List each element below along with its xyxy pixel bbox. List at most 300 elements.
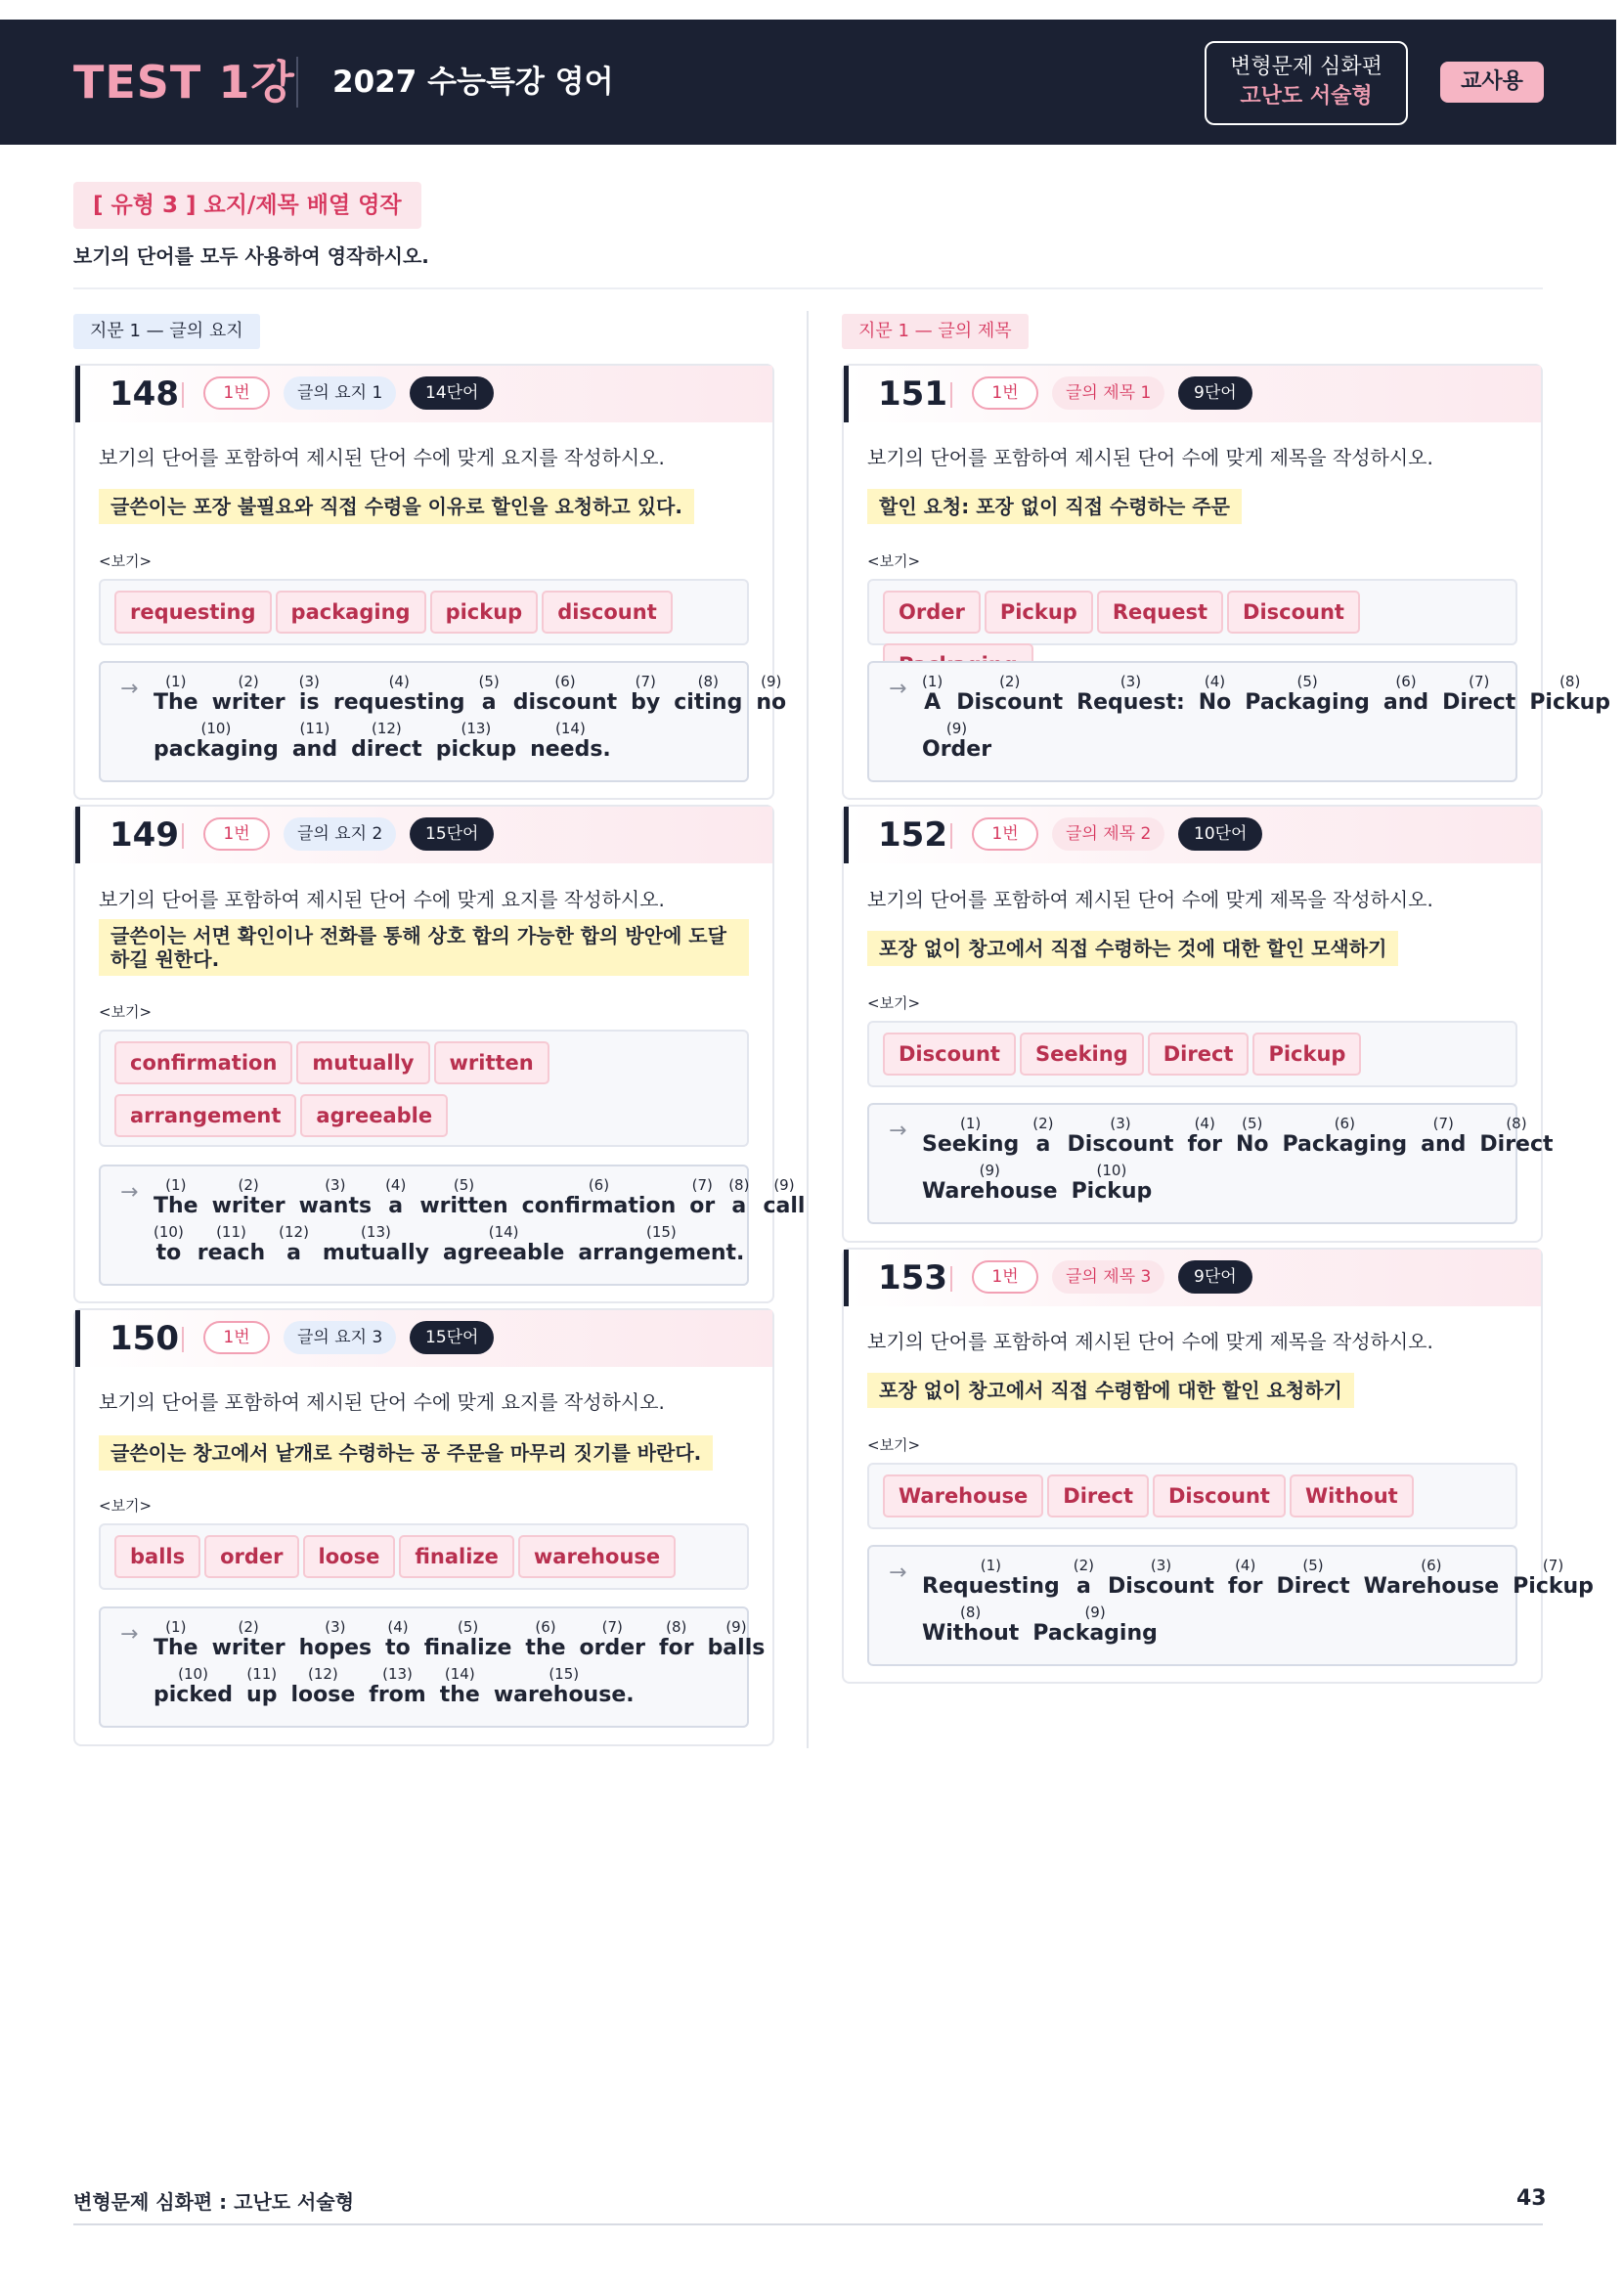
- passage-chip: 1번: [203, 817, 270, 851]
- answer-word-text: Request:: [1076, 690, 1185, 715]
- answer-line: [154, 1172, 818, 1219]
- left-column-label: 지문 1 — 글의 요지: [73, 314, 260, 349]
- word-chip: warehouse: [518, 1535, 676, 1578]
- word-count-chip: 9단어: [1178, 1260, 1252, 1294]
- answer-line: [922, 1158, 1165, 1205]
- answer-word: [522, 1176, 677, 1219]
- word-chip: Seeking: [1020, 1033, 1144, 1076]
- korean-meaning-text: 글쓴이는 창고에서 낱개로 수령하는 공 주문을 마무리 짓기를 바란다.: [99, 1435, 713, 1471]
- blank-number: (4): [1204, 673, 1226, 690]
- answer-word-text: The: [154, 1194, 198, 1218]
- answer-word: [578, 1223, 744, 1266]
- answer-word: [424, 1618, 512, 1661]
- answer-word: [299, 1618, 373, 1661]
- blank-number: (4): [387, 1618, 409, 1636]
- answer-word-text: Discount: [1108, 1574, 1214, 1599]
- answer-word: [756, 673, 786, 716]
- question-number: 152: [878, 815, 947, 855]
- word-chip: Direct: [1148, 1033, 1250, 1076]
- blank-number: (8): [697, 673, 719, 690]
- blank-number: (9): [945, 720, 968, 737]
- answer-word-text: confirmation: [521, 1194, 677, 1218]
- answer-line: [154, 716, 625, 763]
- answer-box: [99, 661, 787, 782]
- answer-word: [1072, 1162, 1153, 1205]
- answer-box: [867, 661, 1611, 782]
- word-count-chip: 15단어: [410, 817, 494, 851]
- answer-word-text: hopes: [298, 1636, 373, 1660]
- korean-meaning: [99, 489, 749, 524]
- answer-word-text: a: [731, 1194, 747, 1218]
- question-number: 151: [878, 374, 947, 414]
- answer-word-text: pickup: [435, 737, 517, 762]
- word-chip: Warehouse: [883, 1474, 1043, 1517]
- blank-number: (10): [178, 1665, 208, 1683]
- korean-meaning: [867, 1373, 1517, 1408]
- blank-number: (5): [1296, 673, 1318, 690]
- question-number: 149: [110, 815, 179, 855]
- blank-number: (9): [761, 673, 782, 690]
- korean-meaning-text: 글쓴이는 서면 확인이나 전화를 통해 상호 합의 가능한 합의 방안에 도달하길 원한다.: [99, 919, 749, 976]
- blank-number: (2): [1032, 1115, 1054, 1132]
- blank-number: (10): [1096, 1162, 1127, 1179]
- answer-word-text: Discount: [956, 690, 1064, 715]
- answer-word: [525, 1618, 565, 1661]
- blank-number: (13): [461, 720, 492, 737]
- answer-line: [922, 1553, 1607, 1600]
- word-chip: loose: [303, 1535, 396, 1578]
- korean-meaning-text: 글쓴이는 포장 불필요와 직접 수령을 이유로 할인을 요청하고 있다.: [99, 489, 694, 524]
- answer-line: [154, 1219, 758, 1266]
- question-prompt: 보기의 단어를 포함하여 제시된 단어 수에 맞게 요지를 작성하시오.: [99, 888, 665, 911]
- blank-number: (2): [238, 673, 259, 690]
- answer-word-text: needs.: [530, 737, 611, 762]
- footer-book-title: 변형문제 심화편 : 고난도 서술형: [73, 2190, 355, 2214]
- answer-word: [1032, 1604, 1158, 1647]
- blank-number: (8): [728, 1176, 750, 1194]
- blank-number: (1): [960, 1115, 982, 1132]
- header-divider: [296, 57, 298, 108]
- question-type-label: [ 유형 3 ] 요지/제목 배열 영작: [73, 182, 421, 229]
- answer-word: [198, 1223, 265, 1266]
- bogi-label: <보기>: [99, 1003, 153, 1021]
- answer-word-text: discount: [512, 690, 618, 715]
- answer-word: [1236, 1115, 1269, 1158]
- blank-number: (7): [601, 1618, 623, 1636]
- answer-word-text: and: [1383, 690, 1429, 715]
- answer-word: [689, 1176, 715, 1219]
- answer-line: [154, 1661, 648, 1708]
- answer-word-text: mutually: [322, 1241, 429, 1265]
- blank-number: (3): [1110, 1115, 1131, 1132]
- answer-word: [1513, 1557, 1594, 1600]
- answer-word: [708, 1618, 766, 1661]
- answer-word: [351, 720, 422, 763]
- blank-number: (8): [1559, 673, 1581, 690]
- card-header: [75, 807, 772, 863]
- word-chip: arrangement: [114, 1094, 296, 1137]
- answer-word: [494, 1665, 635, 1708]
- blank-number: (4): [385, 1176, 407, 1194]
- answer-word-text: requesting: [332, 690, 465, 715]
- blank-number: (9): [1084, 1604, 1106, 1621]
- edition-box: [1205, 41, 1408, 125]
- header-separator: [182, 1327, 184, 1352]
- blank-number: (3): [298, 673, 320, 690]
- answer-word-text: order: [579, 1636, 646, 1660]
- blank-number: (15): [549, 1665, 580, 1683]
- word-chip: Discount: [883, 1033, 1016, 1076]
- word-chip: Without: [1290, 1474, 1414, 1517]
- answer-box: [99, 1165, 806, 1286]
- answer-word-text: Order: [922, 737, 992, 762]
- arrow-icon: →: [120, 1622, 139, 1647]
- answer-word-text: No: [1235, 1132, 1269, 1157]
- answer-word-text: Packaging: [1245, 690, 1370, 715]
- answer-word-text: Without: [922, 1621, 1020, 1646]
- answer-word-text: Warehouse: [922, 1179, 1058, 1204]
- word-bank: [99, 1030, 749, 1147]
- answer-word: [763, 1176, 805, 1219]
- korean-meaning-text: 포장 없이 창고에서 직접 수령하는 것에 대한 할인 모색하기: [867, 931, 1398, 966]
- bogi-label: <보기>: [99, 1497, 153, 1515]
- edition-line-1: 변형문제 심화편: [1230, 55, 1383, 79]
- answer-word-text: the: [525, 1636, 566, 1660]
- blank-number: (11): [246, 1665, 278, 1683]
- answer-word-text: Pickup: [1529, 690, 1611, 715]
- question-prompt: 보기의 단어를 포함하여 제시된 단어 수에 맞게 제목을 작성하시오.: [867, 1330, 1433, 1353]
- answer-line: [922, 1111, 1567, 1158]
- answer-word: [246, 1665, 277, 1708]
- answer-word-text: Direct: [1276, 1574, 1350, 1599]
- word-chip: agreeable: [300, 1094, 448, 1137]
- question-card-150: [73, 1308, 774, 1746]
- korean-meaning: [867, 489, 1517, 524]
- answer-word: [1199, 673, 1232, 716]
- answer-word-text: from: [369, 1683, 426, 1707]
- question-number: 150: [110, 1319, 179, 1358]
- section-divider: [73, 287, 1543, 289]
- word-chip: Discount: [1153, 1474, 1286, 1517]
- bogi-label: <보기>: [867, 994, 921, 1012]
- blank-number: (8): [960, 1604, 982, 1621]
- word-chip: discount: [542, 591, 673, 634]
- blank-number: (11): [299, 720, 330, 737]
- word-chip: Pickup: [985, 591, 1093, 634]
- answer-word: [1276, 1557, 1349, 1600]
- answer-word: [154, 673, 198, 716]
- bogi-label: <보기>: [867, 1436, 921, 1454]
- blank-number: (1): [165, 673, 187, 690]
- bogi-label: <보기>: [99, 552, 153, 570]
- answer-word-text: the: [439, 1683, 480, 1707]
- answer-word: [922, 1115, 1019, 1158]
- blank-number: (12): [307, 1665, 338, 1683]
- blank-number: (13): [361, 1223, 391, 1241]
- answer-word-text: picked: [154, 1683, 234, 1707]
- answer-word-text: balls: [707, 1636, 766, 1660]
- answer-word: [1074, 1557, 1094, 1600]
- answer-word: [154, 1176, 198, 1219]
- answer-line: [154, 1614, 778, 1661]
- blank-number: (3): [1119, 673, 1142, 690]
- answer-box: [867, 1103, 1554, 1224]
- answer-word-text: reach: [197, 1241, 266, 1265]
- answer-word: [154, 1618, 198, 1661]
- answer-word-text: Discount: [1067, 1132, 1174, 1157]
- answer-box: [99, 1606, 766, 1728]
- word-chip: Request: [1097, 591, 1223, 634]
- korean-meaning: [99, 1435, 749, 1471]
- answer-word-text: writer: [211, 690, 285, 715]
- answer-word: [212, 1176, 285, 1219]
- answer-word-text: Requesting: [922, 1574, 1060, 1599]
- blank-number: (6): [535, 1618, 556, 1636]
- answer-word: [385, 1176, 406, 1219]
- answer-word-text: written: [419, 1194, 508, 1218]
- question-type-chip: 글의 요지 3: [284, 1321, 396, 1354]
- arrow-icon: →: [120, 1180, 139, 1205]
- blank-number: (10): [154, 1223, 184, 1241]
- korean-meaning: [867, 931, 1517, 966]
- answer-word: [674, 673, 742, 716]
- answer-word-text: call: [763, 1194, 806, 1218]
- question-card-149: [73, 805, 806, 1303]
- answer-word-text: The: [154, 1636, 198, 1660]
- answer-word: [419, 1176, 507, 1219]
- word-chip: mutually: [296, 1041, 429, 1084]
- blank-number: (2): [238, 1176, 259, 1194]
- blank-number: (11): [216, 1223, 246, 1241]
- word-chip: confirmation: [114, 1041, 292, 1084]
- passage-chip: 1번: [203, 1321, 270, 1354]
- question-prompt: 보기의 단어를 포함하여 제시된 단어 수에 맞게 요지를 작성하시오.: [99, 1390, 665, 1414]
- answer-word: [440, 1665, 480, 1708]
- answer-word-text: a: [286, 1241, 301, 1265]
- right-column-label: 지문 1 — 글의 제목: [842, 314, 1029, 349]
- answer-word-text: A: [924, 690, 942, 715]
- blank-number: (1): [980, 1557, 1001, 1574]
- word-bank: [99, 579, 749, 645]
- answer-line: [922, 716, 1005, 763]
- arrow-icon: →: [889, 1119, 907, 1143]
- question-card-153: [842, 1248, 1594, 1684]
- answer-word: [1076, 673, 1185, 716]
- answer-word-text: for: [659, 1636, 694, 1660]
- answer-word-text: The: [154, 690, 198, 715]
- blank-number: (7): [635, 673, 656, 690]
- answer-word: [1442, 673, 1515, 716]
- question-card-148: [73, 364, 787, 800]
- answer-box: [867, 1545, 1594, 1666]
- answer-word: [154, 720, 279, 763]
- question-card-151: [842, 364, 1611, 800]
- blank-number: (12): [371, 720, 402, 737]
- word-bank: [867, 1021, 1517, 1087]
- page-number: 43: [1516, 2186, 1547, 2211]
- answer-word: [323, 1223, 429, 1266]
- blank-number: (6): [1334, 1115, 1355, 1132]
- answer-word-text: citing: [674, 690, 743, 715]
- answer-word: [922, 673, 943, 716]
- section-instruction: 보기의 단어를 모두 사용하여 영작하시오.: [73, 244, 429, 268]
- answer-word-text: warehouse.: [493, 1683, 635, 1707]
- top-header-bar: [0, 20, 1616, 145]
- question-prompt: 보기의 단어를 포함하여 제시된 단어 수에 맞게 제목을 작성하시오.: [867, 888, 1433, 911]
- korean-meaning-text: 할인 요청: 포장 없이 직접 수령하는 주문: [867, 489, 1242, 524]
- book-subtitle: 2027 수능특강 영어: [332, 65, 614, 100]
- blank-number: (1): [165, 1618, 187, 1636]
- blank-number: (7): [1542, 1557, 1564, 1574]
- answer-word-text: Packaging: [1032, 1621, 1158, 1646]
- answer-word: [922, 720, 991, 763]
- header-separator: [182, 823, 184, 849]
- word-chip: order: [204, 1535, 298, 1578]
- answer-word: [1228, 1557, 1263, 1600]
- blank-number: (5): [1302, 1557, 1324, 1574]
- blank-number: (3): [325, 1618, 346, 1636]
- answer-word: [436, 720, 516, 763]
- answer-word-text: arrangement.: [578, 1241, 745, 1265]
- answer-word: [922, 1557, 1060, 1600]
- blank-number: (5): [478, 673, 500, 690]
- answer-word-text: Pickup: [1071, 1179, 1153, 1204]
- answer-word: [385, 1618, 411, 1661]
- answer-word: [299, 1176, 372, 1219]
- word-chip: balls: [114, 1535, 200, 1578]
- answer-word-text: a: [1075, 1574, 1091, 1599]
- column-divider: [807, 311, 809, 1748]
- answer-word-text: or: [689, 1194, 716, 1218]
- blank-number: (14): [444, 1665, 475, 1683]
- blank-number: (8): [1506, 1115, 1527, 1132]
- blank-number: (5): [457, 1618, 479, 1636]
- answer-word-text: by: [631, 690, 661, 715]
- blank-number: (10): [200, 720, 232, 737]
- header-separator: [950, 1266, 952, 1292]
- arrow-icon: →: [889, 677, 907, 701]
- blank-number: (9): [725, 1618, 747, 1636]
- question-type-chip: 글의 제목 1: [1052, 376, 1164, 410]
- answer-word: [443, 1223, 564, 1266]
- blank-number: (12): [279, 1223, 309, 1241]
- answer-word: [1421, 1115, 1466, 1158]
- korean-meaning-text: 포장 없이 창고에서 직접 수령함에 대한 할인 요청하기: [867, 1373, 1354, 1408]
- card-header: [844, 807, 1541, 863]
- answer-word-text: No: [1198, 690, 1232, 715]
- answer-word-text: direct: [351, 737, 422, 762]
- answer-word-text: a: [481, 690, 497, 715]
- answer-word: [922, 1162, 1058, 1205]
- korean-meaning: [99, 919, 749, 976]
- word-chip: Direct: [1047, 1474, 1149, 1517]
- answer-word-text: finalize: [423, 1636, 512, 1660]
- answer-word-text: loose: [290, 1683, 356, 1707]
- answer-word: [631, 673, 660, 716]
- header-separator: [182, 382, 184, 408]
- blank-number: (15): [645, 1223, 677, 1241]
- answer-word: [659, 1618, 694, 1661]
- word-chip: pickup: [430, 591, 539, 634]
- answer-word: [513, 673, 617, 716]
- blank-number: (5): [1242, 1115, 1263, 1132]
- blank-number: (2): [999, 673, 1021, 690]
- blank-number: (14): [488, 1223, 519, 1241]
- word-bank: [867, 579, 1517, 645]
- word-chip: Discount: [1227, 591, 1360, 634]
- blank-number: (2): [1073, 1557, 1095, 1574]
- answer-word: [530, 720, 611, 763]
- answer-word-text: for: [1187, 1132, 1222, 1157]
- answer-word-text: for: [1227, 1574, 1263, 1599]
- word-count-chip: 9단어: [1178, 376, 1252, 410]
- blank-number: (9): [773, 1176, 795, 1194]
- arrow-icon: →: [120, 677, 139, 701]
- answer-word-text: a: [388, 1194, 404, 1218]
- word-chip: Order: [883, 591, 981, 634]
- card-header: [844, 366, 1541, 422]
- answer-word: [956, 673, 1063, 716]
- answer-word: [1187, 1115, 1222, 1158]
- question-prompt: 보기의 단어를 포함하여 제시된 단어 수에 맞게 요지를 작성하시오.: [99, 446, 665, 469]
- answer-line: [922, 1600, 1171, 1647]
- answer-word: [154, 1223, 184, 1266]
- answer-word: [279, 1223, 309, 1266]
- answer-word: [479, 673, 500, 716]
- question-number: 148: [110, 374, 179, 414]
- answer-word: [212, 673, 285, 716]
- word-chip: requesting: [114, 591, 272, 634]
- word-count-chip: 10단어: [1178, 817, 1262, 851]
- answer-word: [333, 673, 465, 716]
- answer-word-text: a: [1035, 1132, 1051, 1157]
- answer-word-text: and: [1421, 1132, 1467, 1157]
- answer-word: [1479, 1115, 1553, 1158]
- answer-word-text: packaging: [154, 737, 279, 762]
- footer-rule: [73, 2223, 1543, 2225]
- answer-word: [299, 673, 320, 716]
- teacher-badge: 교사용: [1440, 62, 1544, 103]
- question-prompt: 보기의 단어를 포함하여 제시된 단어 수에 맞게 제목을 작성하시오.: [867, 446, 1433, 469]
- blank-number: (6): [1421, 1557, 1442, 1574]
- question-type-chip: 글의 요지 2: [284, 817, 396, 851]
- word-count-chip: 15단어: [410, 1321, 494, 1354]
- blank-number: (8): [666, 1618, 687, 1636]
- answer-word-text: Warehouse: [1363, 1574, 1500, 1599]
- word-count-chip: 14단어: [410, 376, 494, 410]
- answer-word: [1283, 1115, 1408, 1158]
- answer-word: [1032, 1115, 1053, 1158]
- answer-word-text: is: [298, 690, 320, 715]
- blank-number: (13): [382, 1665, 413, 1683]
- answer-word-text: Packaging: [1282, 1132, 1408, 1157]
- blank-number: (2): [238, 1618, 259, 1636]
- blank-number: (4): [388, 673, 410, 690]
- answer-word: [1068, 1115, 1174, 1158]
- blank-number: (4): [1194, 1115, 1215, 1132]
- answer-word: [1364, 1557, 1500, 1600]
- answer-line: [922, 669, 1624, 716]
- blank-number: (4): [1235, 1557, 1256, 1574]
- answer-word: [1383, 673, 1428, 716]
- word-chip: packaging: [276, 591, 426, 634]
- passage-chip: 1번: [972, 376, 1038, 410]
- answer-word: [369, 1665, 425, 1708]
- blank-number: (14): [555, 720, 586, 737]
- answer-word: [290, 1665, 355, 1708]
- question-type-chip: 글의 제목 3: [1052, 1260, 1164, 1294]
- answer-word: [1108, 1557, 1214, 1600]
